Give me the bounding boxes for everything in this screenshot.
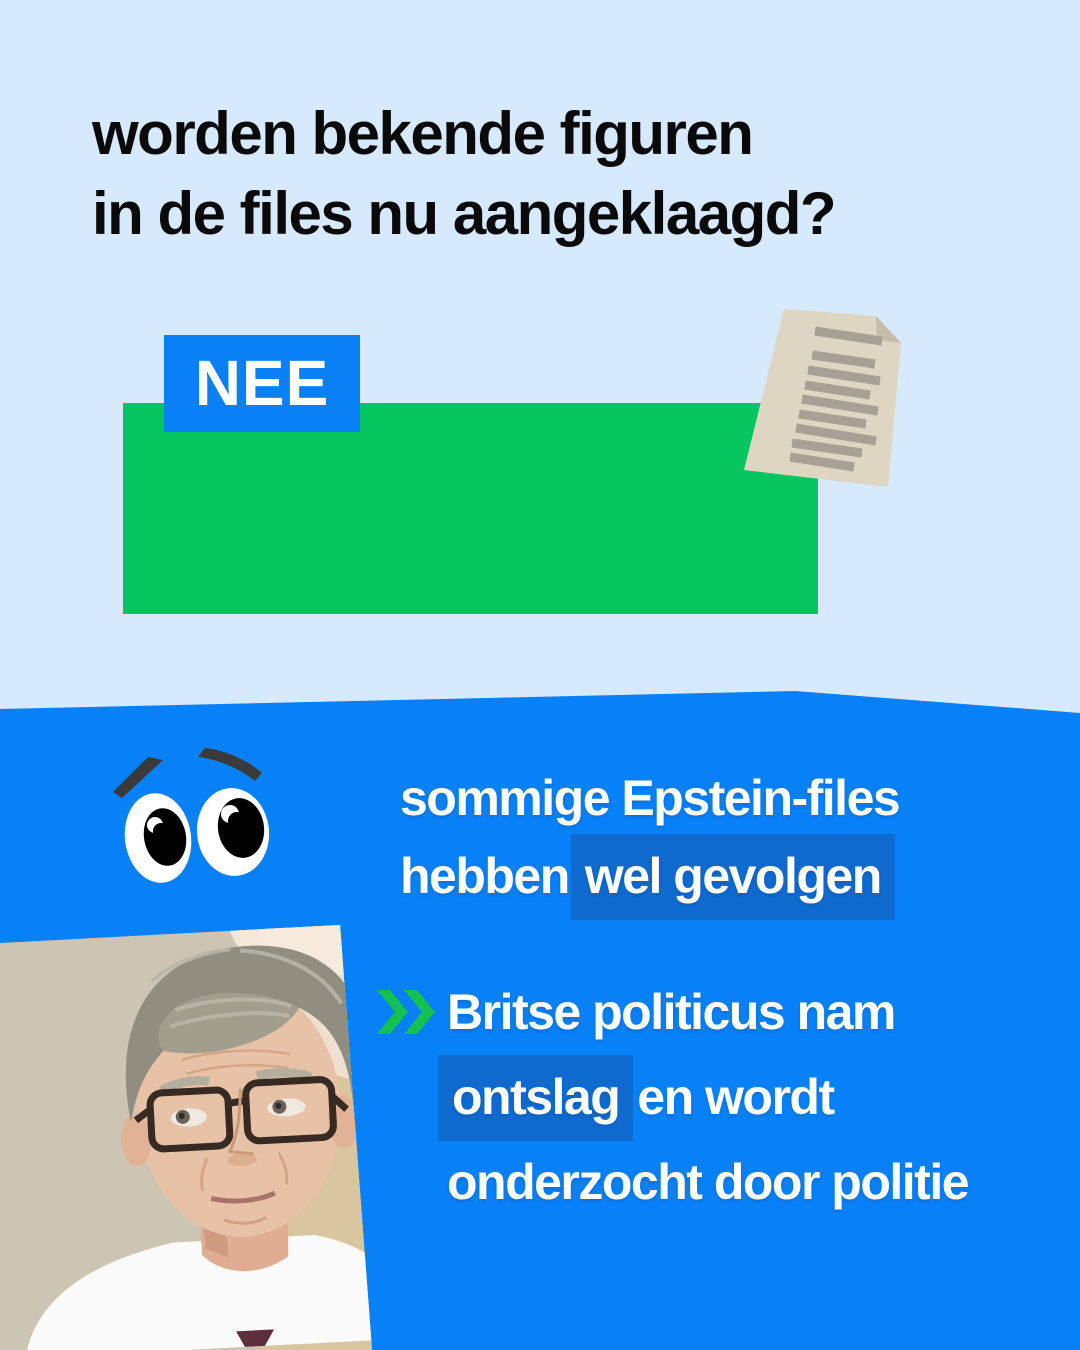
consequences-line-2-highlight: wel gevolgen — [571, 834, 895, 920]
double-chevron-right-icon — [377, 990, 435, 1034]
question-line-1: worden bekende figuren — [92, 100, 753, 167]
googly-eyes-icon — [95, 740, 315, 920]
consequences-line-1: sommige Epstein-files — [400, 770, 900, 826]
question-line-2: in de files nu aangeklaagd? — [92, 180, 836, 247]
bullet-line-2 — [447, 1067, 834, 1127]
bullet-line-2-rest: en wordt — [637, 1069, 834, 1125]
answer-badge-label: NEE — [194, 347, 330, 419]
bullet-line-3: onderzocht door politie — [447, 1154, 969, 1210]
consequences-line-2 — [400, 846, 895, 906]
question-headline — [92, 94, 835, 254]
consequences-line-2-pre: hebben — [400, 848, 569, 904]
document-icon — [730, 293, 990, 513]
bullet-line-2-highlight: ontslag — [438, 1055, 633, 1141]
answer-green-box — [123, 403, 818, 614]
bullet-line-1: Britse politicus nam — [447, 984, 895, 1040]
answer-badge — [164, 335, 360, 432]
